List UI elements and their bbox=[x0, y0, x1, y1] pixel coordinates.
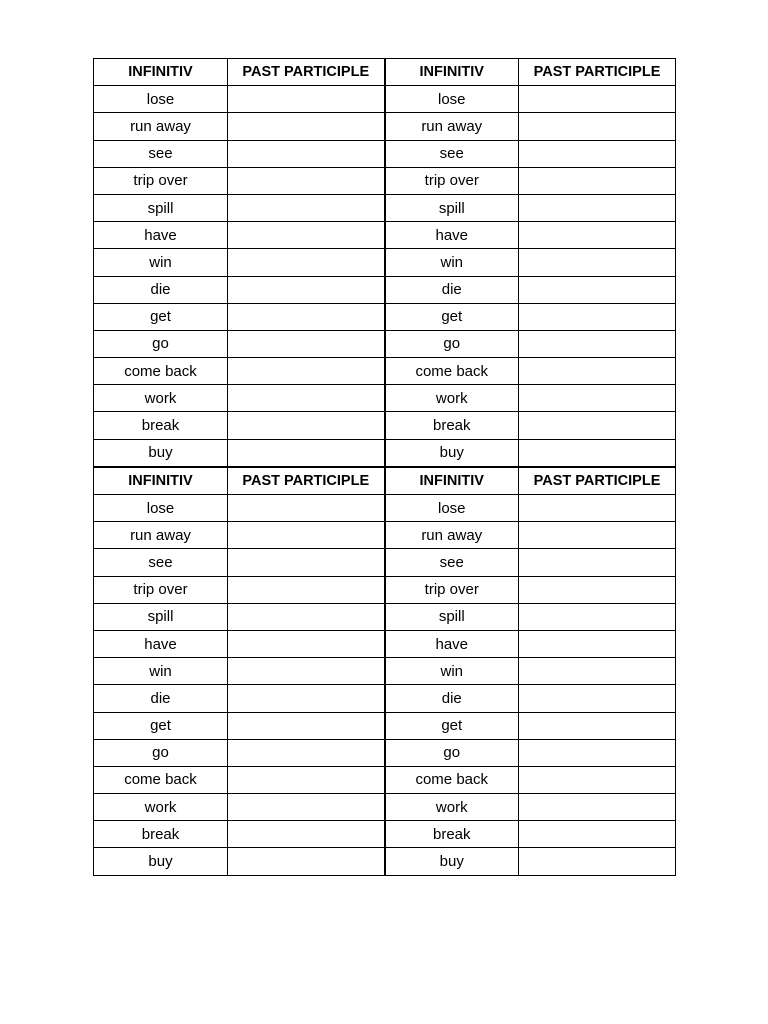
past-participle-answer-cell[interactable] bbox=[519, 630, 676, 657]
worksheet-body bbox=[94, 59, 676, 876]
past-participle-answer-cell[interactable] bbox=[228, 439, 385, 467]
infinitive-cell: get bbox=[385, 303, 519, 330]
past-participle-header: PAST PARTICIPLE bbox=[228, 467, 385, 495]
infinitive-cell: lose bbox=[94, 86, 228, 113]
table-row bbox=[94, 712, 676, 739]
table-row bbox=[94, 194, 676, 221]
past-participle-answer-cell[interactable] bbox=[228, 603, 385, 630]
past-participle-answer-cell[interactable] bbox=[228, 630, 385, 657]
past-participle-answer-cell[interactable] bbox=[519, 412, 676, 439]
infinitive-cell: come back bbox=[94, 358, 228, 385]
table-row bbox=[94, 794, 676, 821]
past-participle-answer-cell[interactable] bbox=[519, 549, 676, 576]
table-row bbox=[94, 439, 676, 467]
infinitive-cell: break bbox=[385, 412, 519, 439]
table-row bbox=[94, 495, 676, 522]
table-row bbox=[94, 576, 676, 603]
past-participle-header: PAST PARTICIPLE bbox=[519, 467, 676, 495]
past-participle-answer-cell[interactable] bbox=[519, 140, 676, 167]
past-participle-answer-cell[interactable] bbox=[228, 685, 385, 712]
infinitive-cell: spill bbox=[385, 194, 519, 221]
past-participle-answer-cell[interactable] bbox=[228, 113, 385, 140]
past-participle-answer-cell[interactable] bbox=[228, 739, 385, 766]
infinitive-cell: go bbox=[94, 739, 228, 766]
infinitive-header: INFINITIV bbox=[94, 59, 228, 86]
past-participle-answer-cell[interactable] bbox=[228, 385, 385, 412]
infinitive-cell: have bbox=[385, 222, 519, 249]
past-participle-answer-cell[interactable] bbox=[519, 439, 676, 467]
past-participle-answer-cell[interactable] bbox=[228, 412, 385, 439]
past-participle-answer-cell[interactable] bbox=[519, 848, 676, 875]
past-participle-header: PAST PARTICIPLE bbox=[228, 59, 385, 86]
infinitive-cell: come back bbox=[385, 358, 519, 385]
infinitive-cell: work bbox=[94, 794, 228, 821]
past-participle-answer-cell[interactable] bbox=[228, 222, 385, 249]
past-participle-answer-cell[interactable] bbox=[519, 766, 676, 793]
infinitive-cell: get bbox=[94, 712, 228, 739]
table-row bbox=[94, 249, 676, 276]
past-participle-answer-cell[interactable] bbox=[519, 276, 676, 303]
past-participle-answer-cell[interactable] bbox=[519, 385, 676, 412]
infinitive-cell: win bbox=[94, 658, 228, 685]
table-row bbox=[94, 276, 676, 303]
past-participle-answer-cell[interactable] bbox=[519, 113, 676, 140]
past-participle-answer-cell[interactable] bbox=[519, 194, 676, 221]
infinitive-cell: work bbox=[385, 794, 519, 821]
past-participle-answer-cell[interactable] bbox=[519, 739, 676, 766]
past-participle-answer-cell[interactable] bbox=[519, 249, 676, 276]
past-participle-answer-cell[interactable] bbox=[228, 167, 385, 194]
infinitive-cell: die bbox=[94, 685, 228, 712]
table-row bbox=[94, 739, 676, 766]
past-participle-answer-cell[interactable] bbox=[519, 86, 676, 113]
infinitive-cell: get bbox=[94, 303, 228, 330]
verb-worksheet-table bbox=[93, 58, 676, 876]
infinitive-cell: trip over bbox=[94, 167, 228, 194]
table-row bbox=[94, 685, 676, 712]
table-row bbox=[94, 167, 676, 194]
infinitive-cell: have bbox=[385, 630, 519, 657]
infinitive-cell: get bbox=[385, 712, 519, 739]
infinitive-cell: go bbox=[385, 330, 519, 357]
past-participle-answer-cell[interactable] bbox=[228, 249, 385, 276]
past-participle-answer-cell[interactable] bbox=[519, 222, 676, 249]
infinitive-cell: see bbox=[94, 549, 228, 576]
table-row bbox=[94, 549, 676, 576]
table-row bbox=[94, 330, 676, 357]
past-participle-answer-cell[interactable] bbox=[519, 330, 676, 357]
table-row bbox=[94, 140, 676, 167]
past-participle-answer-cell[interactable] bbox=[519, 358, 676, 385]
past-participle-answer-cell[interactable] bbox=[519, 522, 676, 549]
table-row bbox=[94, 658, 676, 685]
infinitive-cell: work bbox=[385, 385, 519, 412]
past-participle-answer-cell[interactable] bbox=[519, 167, 676, 194]
table-row bbox=[94, 358, 676, 385]
table-row bbox=[94, 630, 676, 657]
infinitive-header: INFINITIV bbox=[94, 467, 228, 495]
past-participle-answer-cell[interactable] bbox=[519, 303, 676, 330]
infinitive-cell: see bbox=[94, 140, 228, 167]
past-participle-answer-cell[interactable] bbox=[228, 86, 385, 113]
past-participle-answer-cell[interactable] bbox=[228, 522, 385, 549]
infinitive-cell: spill bbox=[94, 603, 228, 630]
infinitive-cell: buy bbox=[385, 439, 519, 467]
past-participle-answer-cell[interactable] bbox=[228, 712, 385, 739]
past-participle-answer-cell[interactable] bbox=[228, 140, 385, 167]
past-participle-answer-cell[interactable] bbox=[519, 794, 676, 821]
infinitive-cell: break bbox=[94, 821, 228, 848]
infinitive-cell: have bbox=[94, 630, 228, 657]
past-participle-answer-cell[interactable] bbox=[228, 658, 385, 685]
infinitive-cell: win bbox=[94, 249, 228, 276]
table-row bbox=[94, 113, 676, 140]
infinitive-cell: buy bbox=[94, 439, 228, 467]
infinitive-cell: run away bbox=[385, 522, 519, 549]
past-participle-answer-cell[interactable] bbox=[228, 549, 385, 576]
table-row bbox=[94, 412, 676, 439]
past-participle-answer-cell[interactable] bbox=[228, 330, 385, 357]
infinitive-cell: have bbox=[94, 222, 228, 249]
past-participle-answer-cell[interactable] bbox=[228, 821, 385, 848]
infinitive-cell: win bbox=[385, 249, 519, 276]
table-row bbox=[94, 303, 676, 330]
past-participle-answer-cell[interactable] bbox=[228, 848, 385, 875]
past-participle-header: PAST PARTICIPLE bbox=[519, 59, 676, 86]
infinitive-cell: work bbox=[94, 385, 228, 412]
table-row bbox=[94, 821, 676, 848]
infinitive-cell: trip over bbox=[385, 576, 519, 603]
infinitive-cell: spill bbox=[94, 194, 228, 221]
table-row bbox=[94, 86, 676, 113]
infinitive-cell: see bbox=[385, 549, 519, 576]
infinitive-header: INFINITIV bbox=[385, 467, 519, 495]
past-participle-answer-cell[interactable] bbox=[519, 821, 676, 848]
past-participle-answer-cell[interactable] bbox=[519, 576, 676, 603]
infinitive-cell: run away bbox=[94, 522, 228, 549]
past-participle-answer-cell[interactable] bbox=[228, 276, 385, 303]
past-participle-answer-cell[interactable] bbox=[228, 794, 385, 821]
past-participle-answer-cell[interactable] bbox=[228, 766, 385, 793]
infinitive-cell: die bbox=[385, 276, 519, 303]
past-participle-answer-cell[interactable] bbox=[519, 712, 676, 739]
infinitive-cell: buy bbox=[385, 848, 519, 875]
infinitive-cell: win bbox=[385, 658, 519, 685]
infinitive-cell: run away bbox=[385, 113, 519, 140]
past-participle-answer-cell[interactable] bbox=[519, 603, 676, 630]
infinitive-cell: die bbox=[94, 276, 228, 303]
infinitive-cell: go bbox=[385, 739, 519, 766]
past-participle-answer-cell[interactable] bbox=[228, 194, 385, 221]
table-row bbox=[94, 522, 676, 549]
table-row bbox=[94, 848, 676, 875]
past-participle-answer-cell[interactable] bbox=[228, 495, 385, 522]
infinitive-cell: come back bbox=[94, 766, 228, 793]
infinitive-cell: lose bbox=[94, 495, 228, 522]
infinitive-cell: buy bbox=[94, 848, 228, 875]
table-row bbox=[94, 222, 676, 249]
infinitive-cell: break bbox=[94, 412, 228, 439]
past-participle-answer-cell[interactable] bbox=[519, 495, 676, 522]
infinitive-cell: see bbox=[385, 140, 519, 167]
infinitive-cell: lose bbox=[385, 495, 519, 522]
infinitive-cell: trip over bbox=[94, 576, 228, 603]
infinitive-cell: go bbox=[94, 330, 228, 357]
infinitive-cell: run away bbox=[94, 113, 228, 140]
bottom-header-row bbox=[94, 467, 676, 495]
infinitive-cell: die bbox=[385, 685, 519, 712]
past-participle-answer-cell[interactable] bbox=[519, 658, 676, 685]
past-participle-answer-cell[interactable] bbox=[228, 303, 385, 330]
infinitive-cell: lose bbox=[385, 86, 519, 113]
table-row bbox=[94, 766, 676, 793]
infinitive-cell: spill bbox=[385, 603, 519, 630]
table-row bbox=[94, 385, 676, 412]
infinitive-header: INFINITIV bbox=[385, 59, 519, 86]
table-row bbox=[94, 603, 676, 630]
past-participle-answer-cell[interactable] bbox=[228, 576, 385, 603]
infinitive-cell: come back bbox=[385, 766, 519, 793]
infinitive-cell: break bbox=[385, 821, 519, 848]
infinitive-cell: trip over bbox=[385, 167, 519, 194]
top-header-row bbox=[94, 59, 676, 86]
past-participle-answer-cell[interactable] bbox=[228, 358, 385, 385]
past-participle-answer-cell[interactable] bbox=[519, 685, 676, 712]
